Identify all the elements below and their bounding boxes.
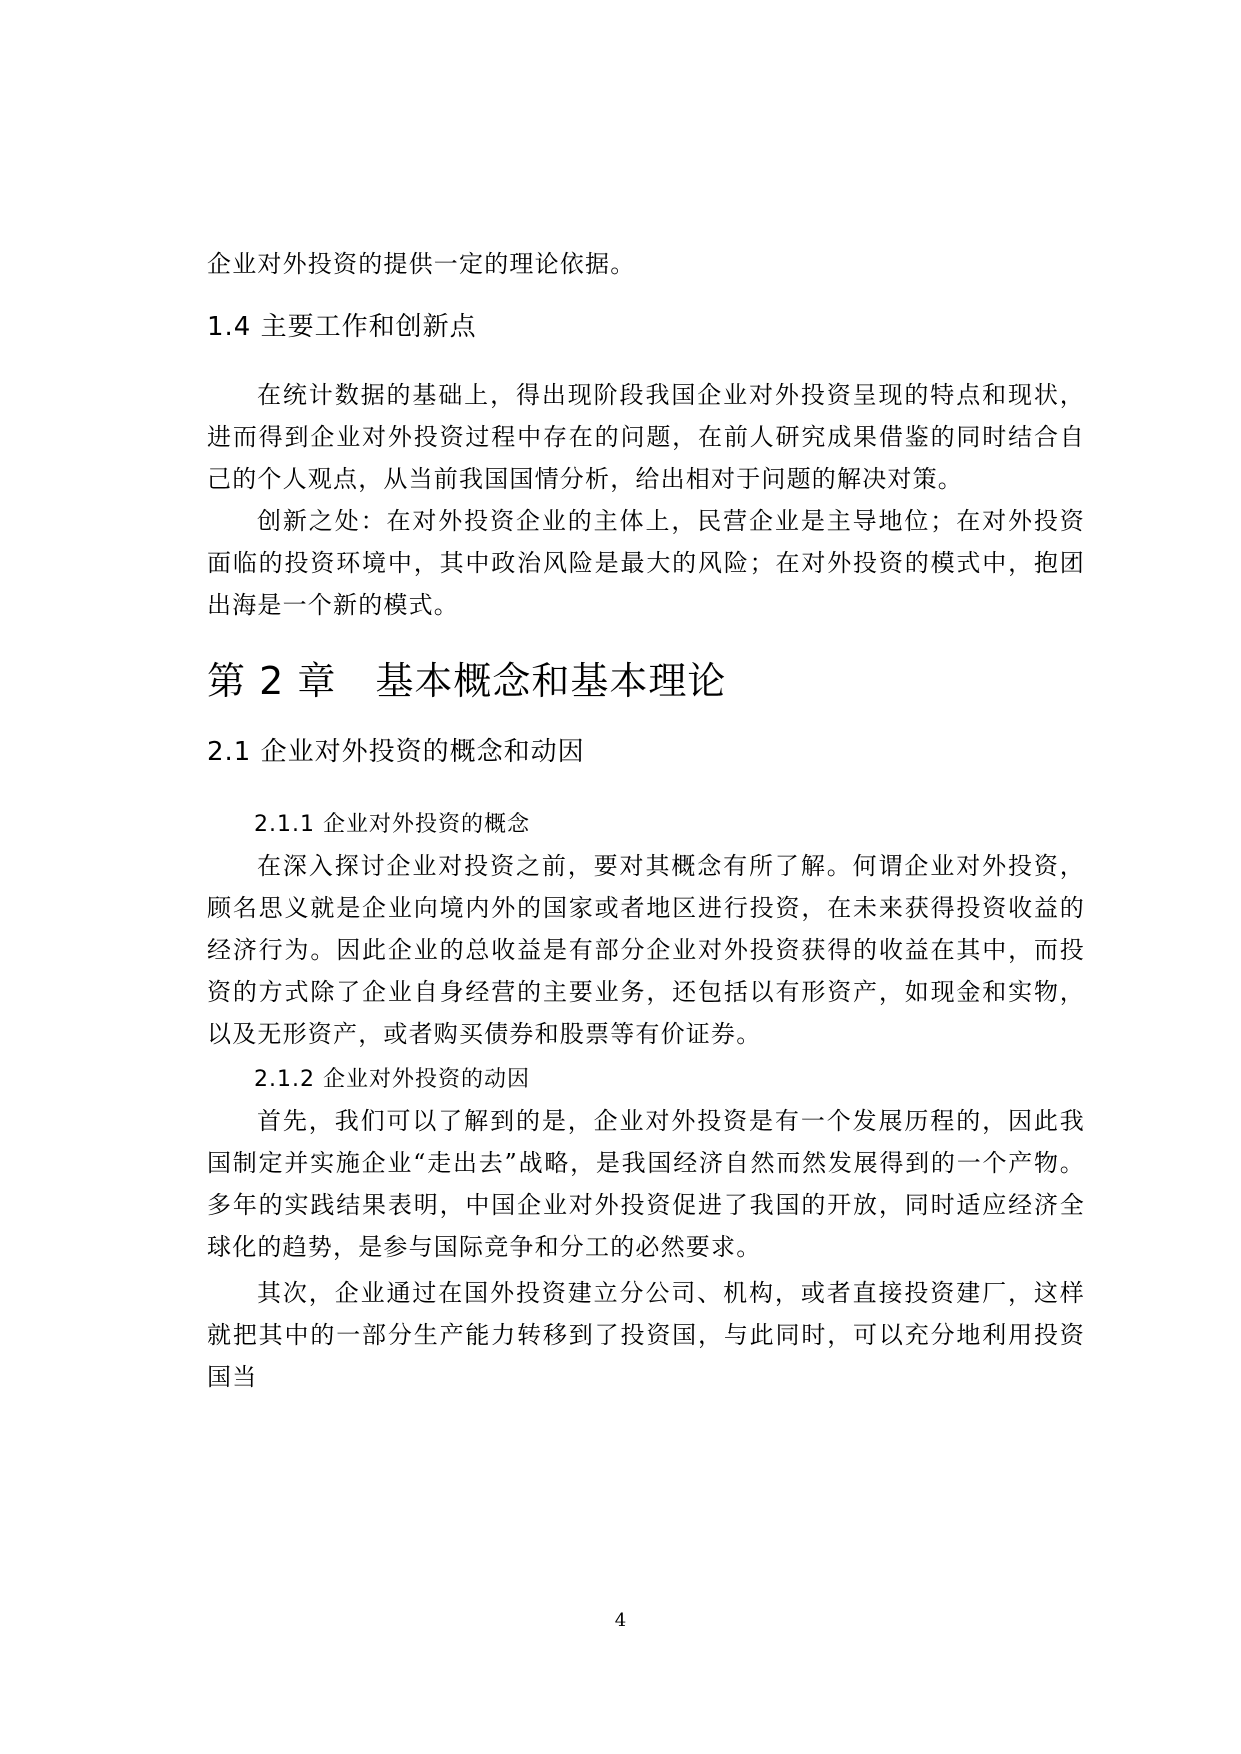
- subsection-heading-2-1-1: 2.1.1 企业对外投资的概念: [254, 812, 530, 837]
- section-heading-2-1: 2.1 企业对外投资的概念和动因: [207, 737, 585, 767]
- continuation-paragraph: 企业对外投资的提供一定的理论依据。: [207, 250, 636, 278]
- paragraph-2-1-2-first: 首先，我们可以了解到的是，企业对外投资是有一个发展历程的，因此我国制定并实施企业“走出去”战略，是我国经济自然而然发展得到的一个产物。多年的实践结果表明，中国企业对外投资促进了我国的开放，同时适应经济全球化的趋势，是参与国际竞争和分工的必然要求。: [207, 1107, 1085, 1261]
- page-number: 4: [614, 1610, 627, 1631]
- subsection-heading-2-1-2: 2.1.2 企业对外投资的动因: [254, 1067, 530, 1092]
- paragraph-1-4-work: 在统计数据的基础上，得出现阶段我国企业对外投资呈现的特点和现状，进而得到企业对外投资过程中存在的问题，在前人研究成果借鉴的同时结合自己的个人观点，从当前我国国情分析，给出相对于问题的解决对策。: [207, 381, 1085, 493]
- chapter-2-heading: 第 2 章 基本概念和基本理论: [207, 659, 727, 703]
- paragraph-2-1-1-concept: 在深入探讨企业对投资之前，要对其概念有所了解。何谓企业对外投资，顾名思义就是企业向境内外的国家或者地区进行投资，在未来获得投资收益的经济行为。因此企业的总收益是有部分企业对外投资获得的收益在其中，而投资的方式除了企业自身经营的主要业务，还包括以有形资产，如现金和实物，以及无形资产，或者购买债券和股票等有价证券。: [207, 852, 1085, 1048]
- paragraph-1-4-innovation: 创新之处：在对外投资企业的主体上，民营企业是主导地位；在对外投资面临的投资环境中，其中政治风险是最大的风险；在对外投资的模式中，抱团出海是一个新的模式。: [207, 507, 1085, 619]
- paragraph-2-1-2-second: 其次，企业通过在国外投资建立分公司、机构，或者直接投资建厂，这样就把其中的一部分生产能力转移到了投资国，与此同时，可以充分地利用投资国当: [207, 1279, 1085, 1391]
- section-heading-1-4: 1.4 主要工作和创新点: [207, 312, 477, 342]
